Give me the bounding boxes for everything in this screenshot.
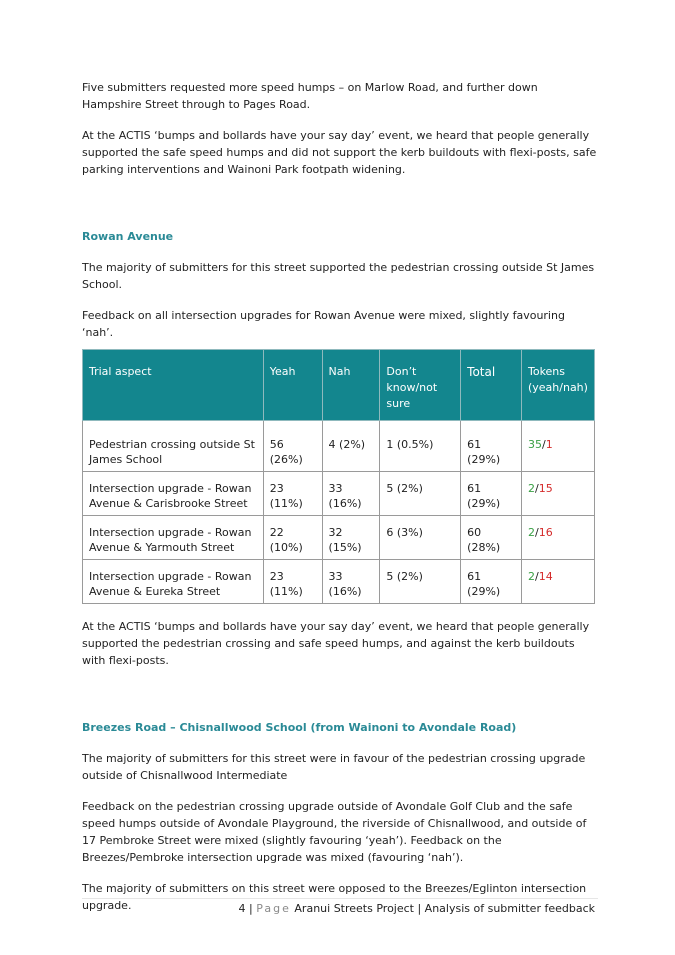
cell-yeah: 22 (10%) <box>263 516 322 560</box>
tokens-nah: 16 <box>538 526 553 539</box>
page-label: Page <box>256 902 291 915</box>
intro-paragraph-1: Five submitters requested more speed humps – on Marlow Road, and further down Hampshire Street through to Pages Road. <box>82 81 538 111</box>
table-row <box>83 516 595 560</box>
cell-dont-know: 5 (2%) <box>380 560 461 604</box>
cell-total: 60 (28%) <box>461 516 522 560</box>
rowan-paragraph-3: At the ACTIS ‘bumps and bollards have your say day’ event, we heard that people generally supported the pedestrian crossing and safe speed humps, and against the kerb buildouts with flexi-posts. <box>82 620 590 667</box>
tokens-yeah: 2 <box>527 570 535 583</box>
table-row <box>83 560 595 604</box>
page-footer <box>239 902 595 916</box>
rowan-feedback-table <box>82 349 595 604</box>
cell-aspect: Intersection upgrade - Rowan Avenue & Carisbrooke Street <box>83 472 264 516</box>
cell-nah: 33 (16%) <box>322 560 380 604</box>
page-content <box>82 79 598 914</box>
tokens-yeah: 2 <box>527 526 535 539</box>
cell-nah: 32 (15%) <box>322 516 380 560</box>
cell-tokens: 2/14 <box>521 560 594 604</box>
header-trial-aspect: Trial aspect <box>83 350 264 421</box>
cell-aspect: Intersection upgrade - Rowan Avenue & Eureka Street <box>83 560 264 604</box>
breezes-paragraph-1: The majority of submitters for this street were in favour of the pedestrian crossing upgrade outside of Chisnallwood Intermediate <box>82 752 586 782</box>
header-tokens: Tokens (yeah/nah) <box>521 350 594 421</box>
document-title: Aranui Streets Project | Analysis of submitter feedback <box>294 902 595 915</box>
page-number: 4 <box>238 902 246 915</box>
tokens-yeah: 35 <box>527 438 542 451</box>
breezes-paragraph-2: Feedback on the pedestrian crossing upgrade outside of Avondale Golf Club and the safe speed humps outside of Avondale Playground, the riverside of Chisnallwood, and outside of 17 Pembroke Street were mixed (slightly favouring ‘yeah’). Feedback on the Breezes/Pembroke intersection upgrade was mixed (favouring ‘nah’). <box>82 800 587 864</box>
breezes-road-heading: Breezes Road – Chisnallwood School (from Wainoni to Avondale Road) <box>82 721 517 734</box>
cell-tokens: 2/15 <box>521 472 594 516</box>
table-header-row <box>83 350 595 421</box>
cell-dont-know: 5 (2%) <box>380 472 461 516</box>
cell-dont-know: 6 (3%) <box>380 516 461 560</box>
tokens-nah: 1 <box>545 438 553 451</box>
cell-yeah: 56 (26%) <box>263 421 322 472</box>
table-row <box>83 421 595 472</box>
cell-total: 61 (29%) <box>461 421 522 472</box>
cell-total: 61 (29%) <box>461 560 522 604</box>
rowan-paragraph-1: The majority of submitters for this street supported the pedestrian crossing outside St James School. <box>82 261 595 291</box>
tokens-yeah: 2 <box>527 482 535 495</box>
cell-aspect: Intersection upgrade - Rowan Avenue & Yarmouth Street <box>83 516 264 560</box>
cell-tokens: 35/1 <box>521 421 594 472</box>
cell-tokens: 2/16 <box>521 516 594 560</box>
header-total: Total <box>461 350 522 421</box>
footer-divider <box>82 898 598 899</box>
header-yeah: Yeah <box>263 350 322 421</box>
tokens-nah: 15 <box>538 482 553 495</box>
rowan-avenue-heading: Rowan Avenue <box>82 230 174 243</box>
header-nah: Nah <box>322 350 380 421</box>
cell-yeah: 23 (11%) <box>263 472 322 516</box>
header-dont-know: Don’t know/not sure <box>380 350 461 421</box>
cell-nah: 4 (2%) <box>322 421 380 472</box>
rowan-paragraph-2: Feedback on all intersection upgrades for Rowan Avenue were mixed, slightly favouring ‘nah’. <box>82 309 565 339</box>
cell-dont-know: 1 (0.5%) <box>380 421 461 472</box>
cell-aspect: Pedestrian crossing outside St James School <box>83 421 264 472</box>
tokens-nah: 14 <box>538 570 553 583</box>
footer-separator: | <box>249 902 253 915</box>
cell-yeah: 23 (11%) <box>263 560 322 604</box>
cell-total: 61 (29%) <box>461 472 522 516</box>
cell-nah: 33 (16%) <box>322 472 380 516</box>
table-row <box>83 472 595 516</box>
breezes-paragraph-3: The majority of submitters on this street were opposed to the Breezes/Eglinton intersection upgrade. <box>82 882 587 912</box>
intro-paragraph-2: At the ACTIS ‘bumps and bollards have your say day’ event, we heard that people generally supported the safe speed humps and did not support the kerb buildouts with flexi-posts, safe parking interventions and Wainoni Park footpath widening. <box>82 129 597 176</box>
